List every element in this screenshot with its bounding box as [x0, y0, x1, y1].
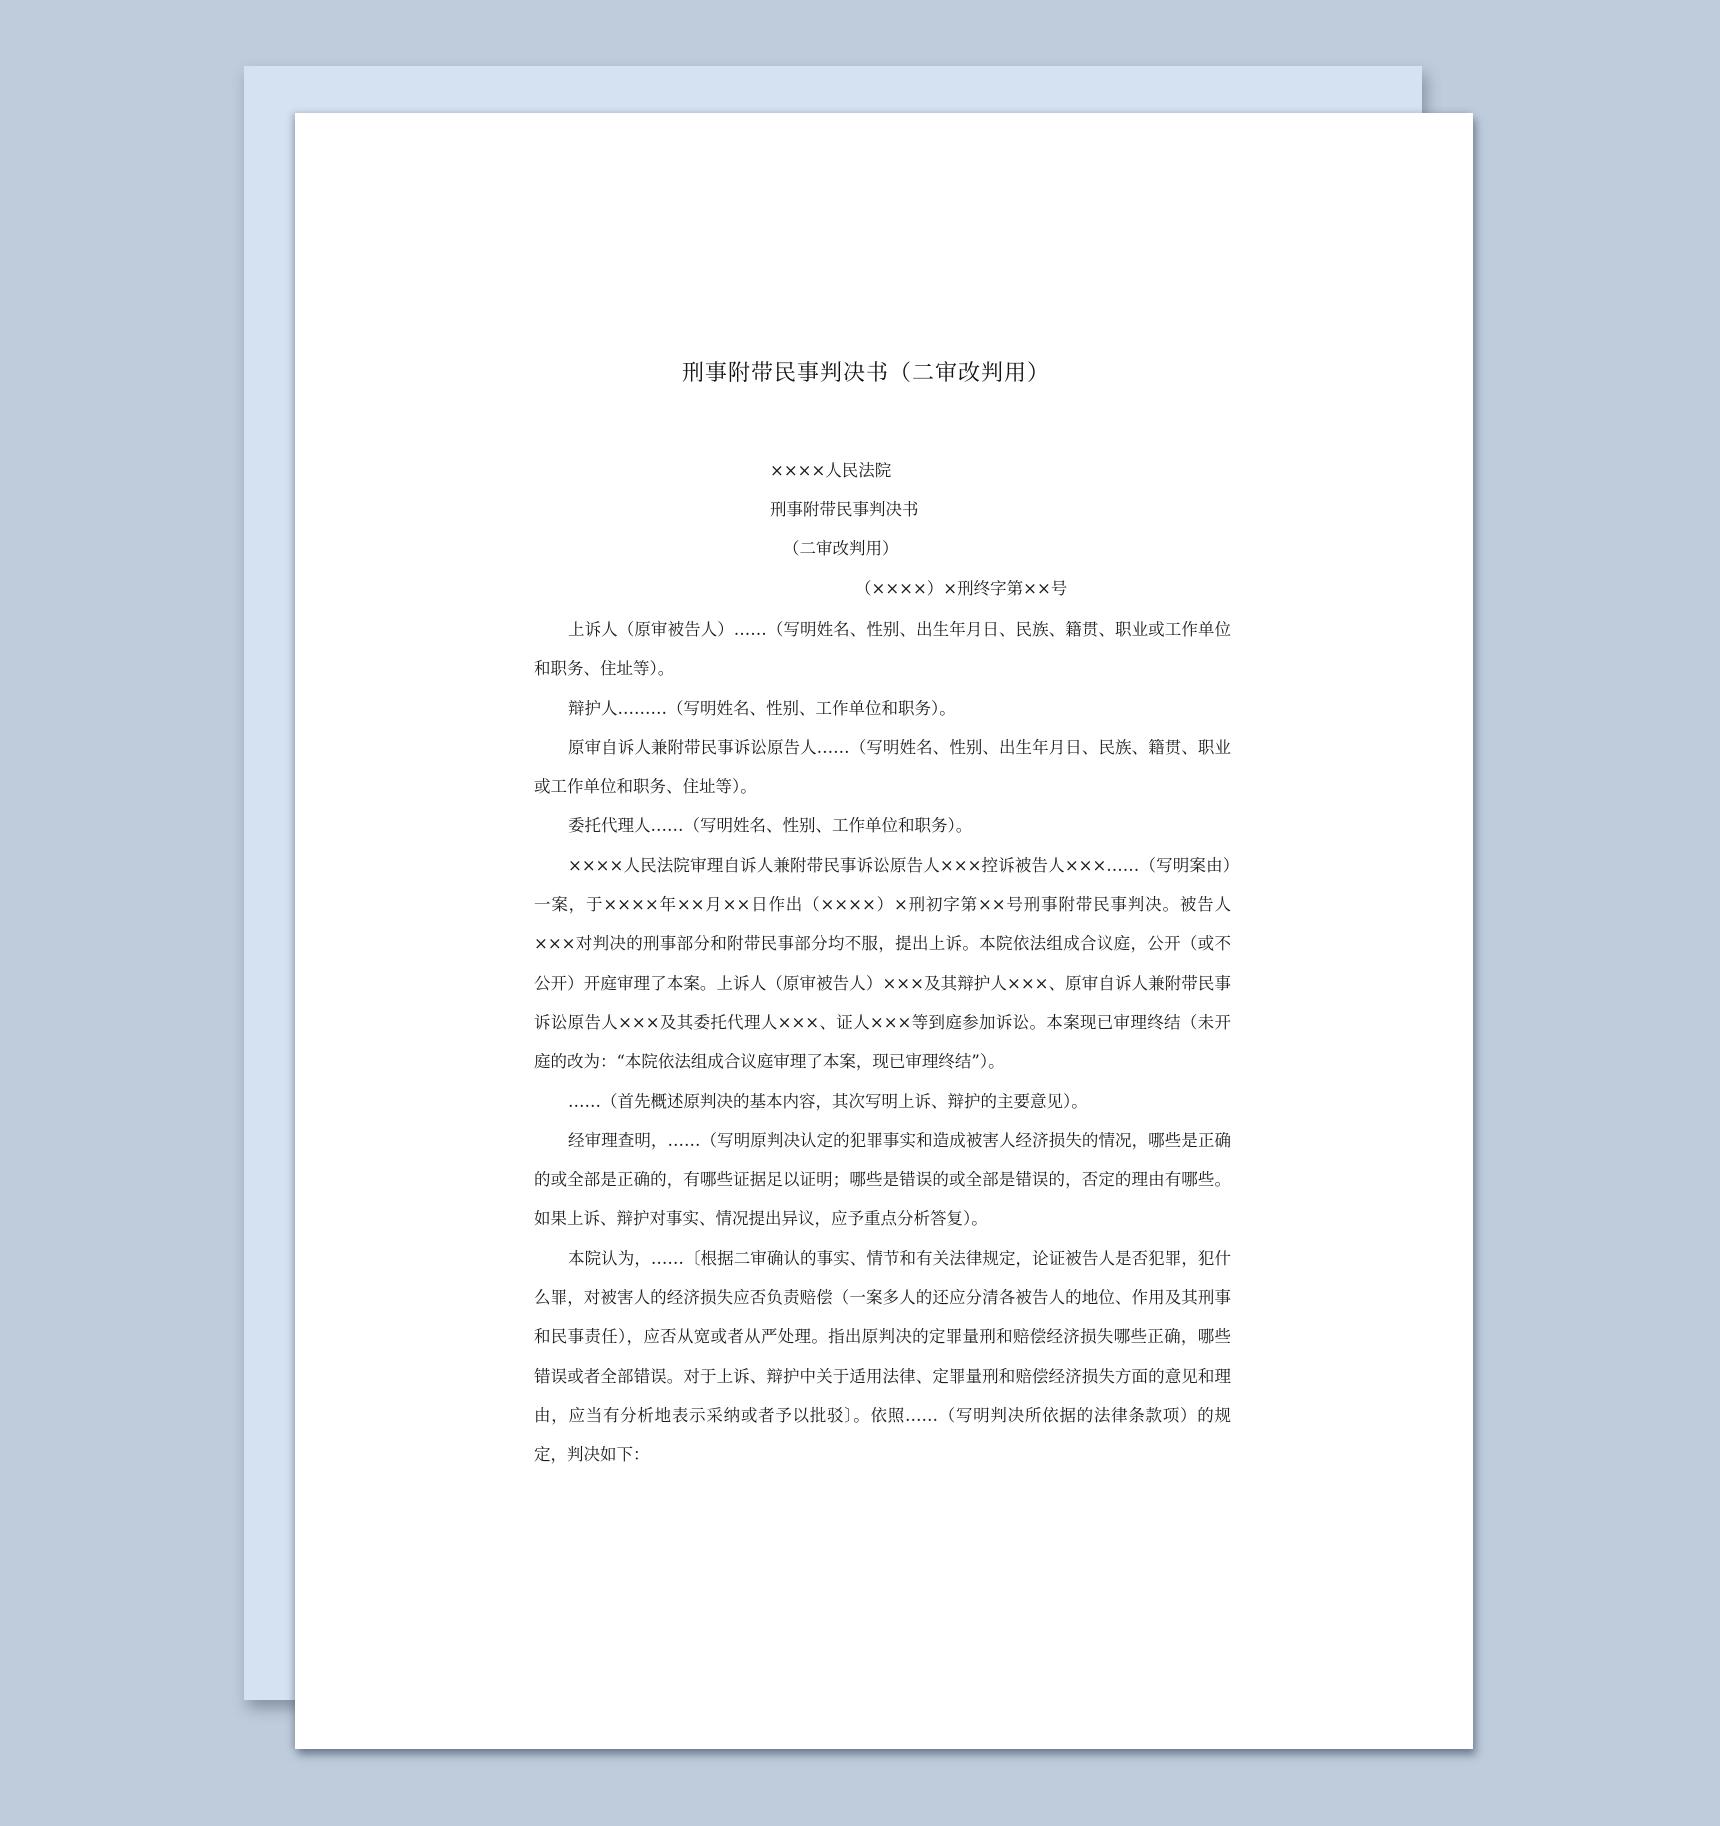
- document-page: [295, 113, 1473, 1749]
- court-name: ××××人民法院: [770, 461, 892, 480]
- paragraph-agent: 委托代理人……（写明姓名、性别、工作单位和职务）。: [568, 816, 973, 836]
- paragraph-opinion: 本院认为，……〔根据二审确认的事实、情节和有关法律规定，论证被告人是否犯罪，犯什么罪，对被害人的经济损失应否负责赔偿（一案多人的还应分清各被告人的地位、作用及其刑事和民事责任），应否从宽或者从严处理。指出原判决的定罪量刑和赔偿经济损失哪些正确，哪些错误或者全部错误。对于上诉、辩护中关于适用法律、定罪量刑和赔偿经济损失方面的意见和理由，应当有分析地表示采纳或者予以批驳〕。依照……（写明判决所依据的法律条款项）的规定，判决如下：: [534, 1248, 1231, 1465]
- document-title: 刑事附带民事判决书（二审改判用）: [681, 361, 1050, 386]
- document-type: 刑事附带民事判决书: [770, 500, 919, 519]
- paragraph-defender: 辩护人………（写明姓名、性别、工作单位和职务）。: [568, 698, 956, 718]
- paragraph-findings: 经审理查明，……（写明原判决认定的犯罪事实和造成被害人经济损失的情况，哪些是正确的或全部是正确的，有哪些证据足以证明；哪些是错误的或全部是错误的，否定的理由有哪些。如果上诉、辩护对事实、情况提出异议，应予重点分析答复）。: [534, 1130, 1231, 1229]
- paragraph-plaintiff: 原审自诉人兼附带民事诉讼原告人……（写明姓名、性别、出生年月日、民族、籍贯、职业或工作单位和职务、住址等）。: [534, 737, 1231, 797]
- paragraph-summary: ……（首先概述原判决的基本内容，其次写明上诉、辩护的主要意见）。: [568, 1091, 1088, 1111]
- document-body: [534, 610, 1231, 1475]
- document-usage: （二审改判用）: [783, 539, 899, 558]
- paragraph-appellant: 上诉人（原审被告人）……（写明姓名、性别、出生年月日、民族、籍贯、职业或工作单位和职务、住址等）。: [534, 620, 1231, 679]
- paragraph-case-history: ××××人民法院审理自诉人兼附带民事诉讼原告人×××控诉被告人×××……（写明案由）一案，于××××年××月××日作出（××××）×刑初字第××号刑事附带民事判决。被告人×××对判决的刑事部分和附带民事部分均不服，提出上诉。本院依法组成合议庭，公开（或不公开）开庭审理了本案。上诉人（原审被告人）×××及其辩护人×××、原审自诉人兼附带民事诉讼原告人×××及其委托代理人×××、证人×××等到庭参加诉讼。本案现已审理终结（未开庭的改为：“本院依法组成合议庭审理了本案，现已审理终结”）。: [534, 855, 1231, 1072]
- case-number: （××××）×刑终字第××号: [855, 579, 1068, 598]
